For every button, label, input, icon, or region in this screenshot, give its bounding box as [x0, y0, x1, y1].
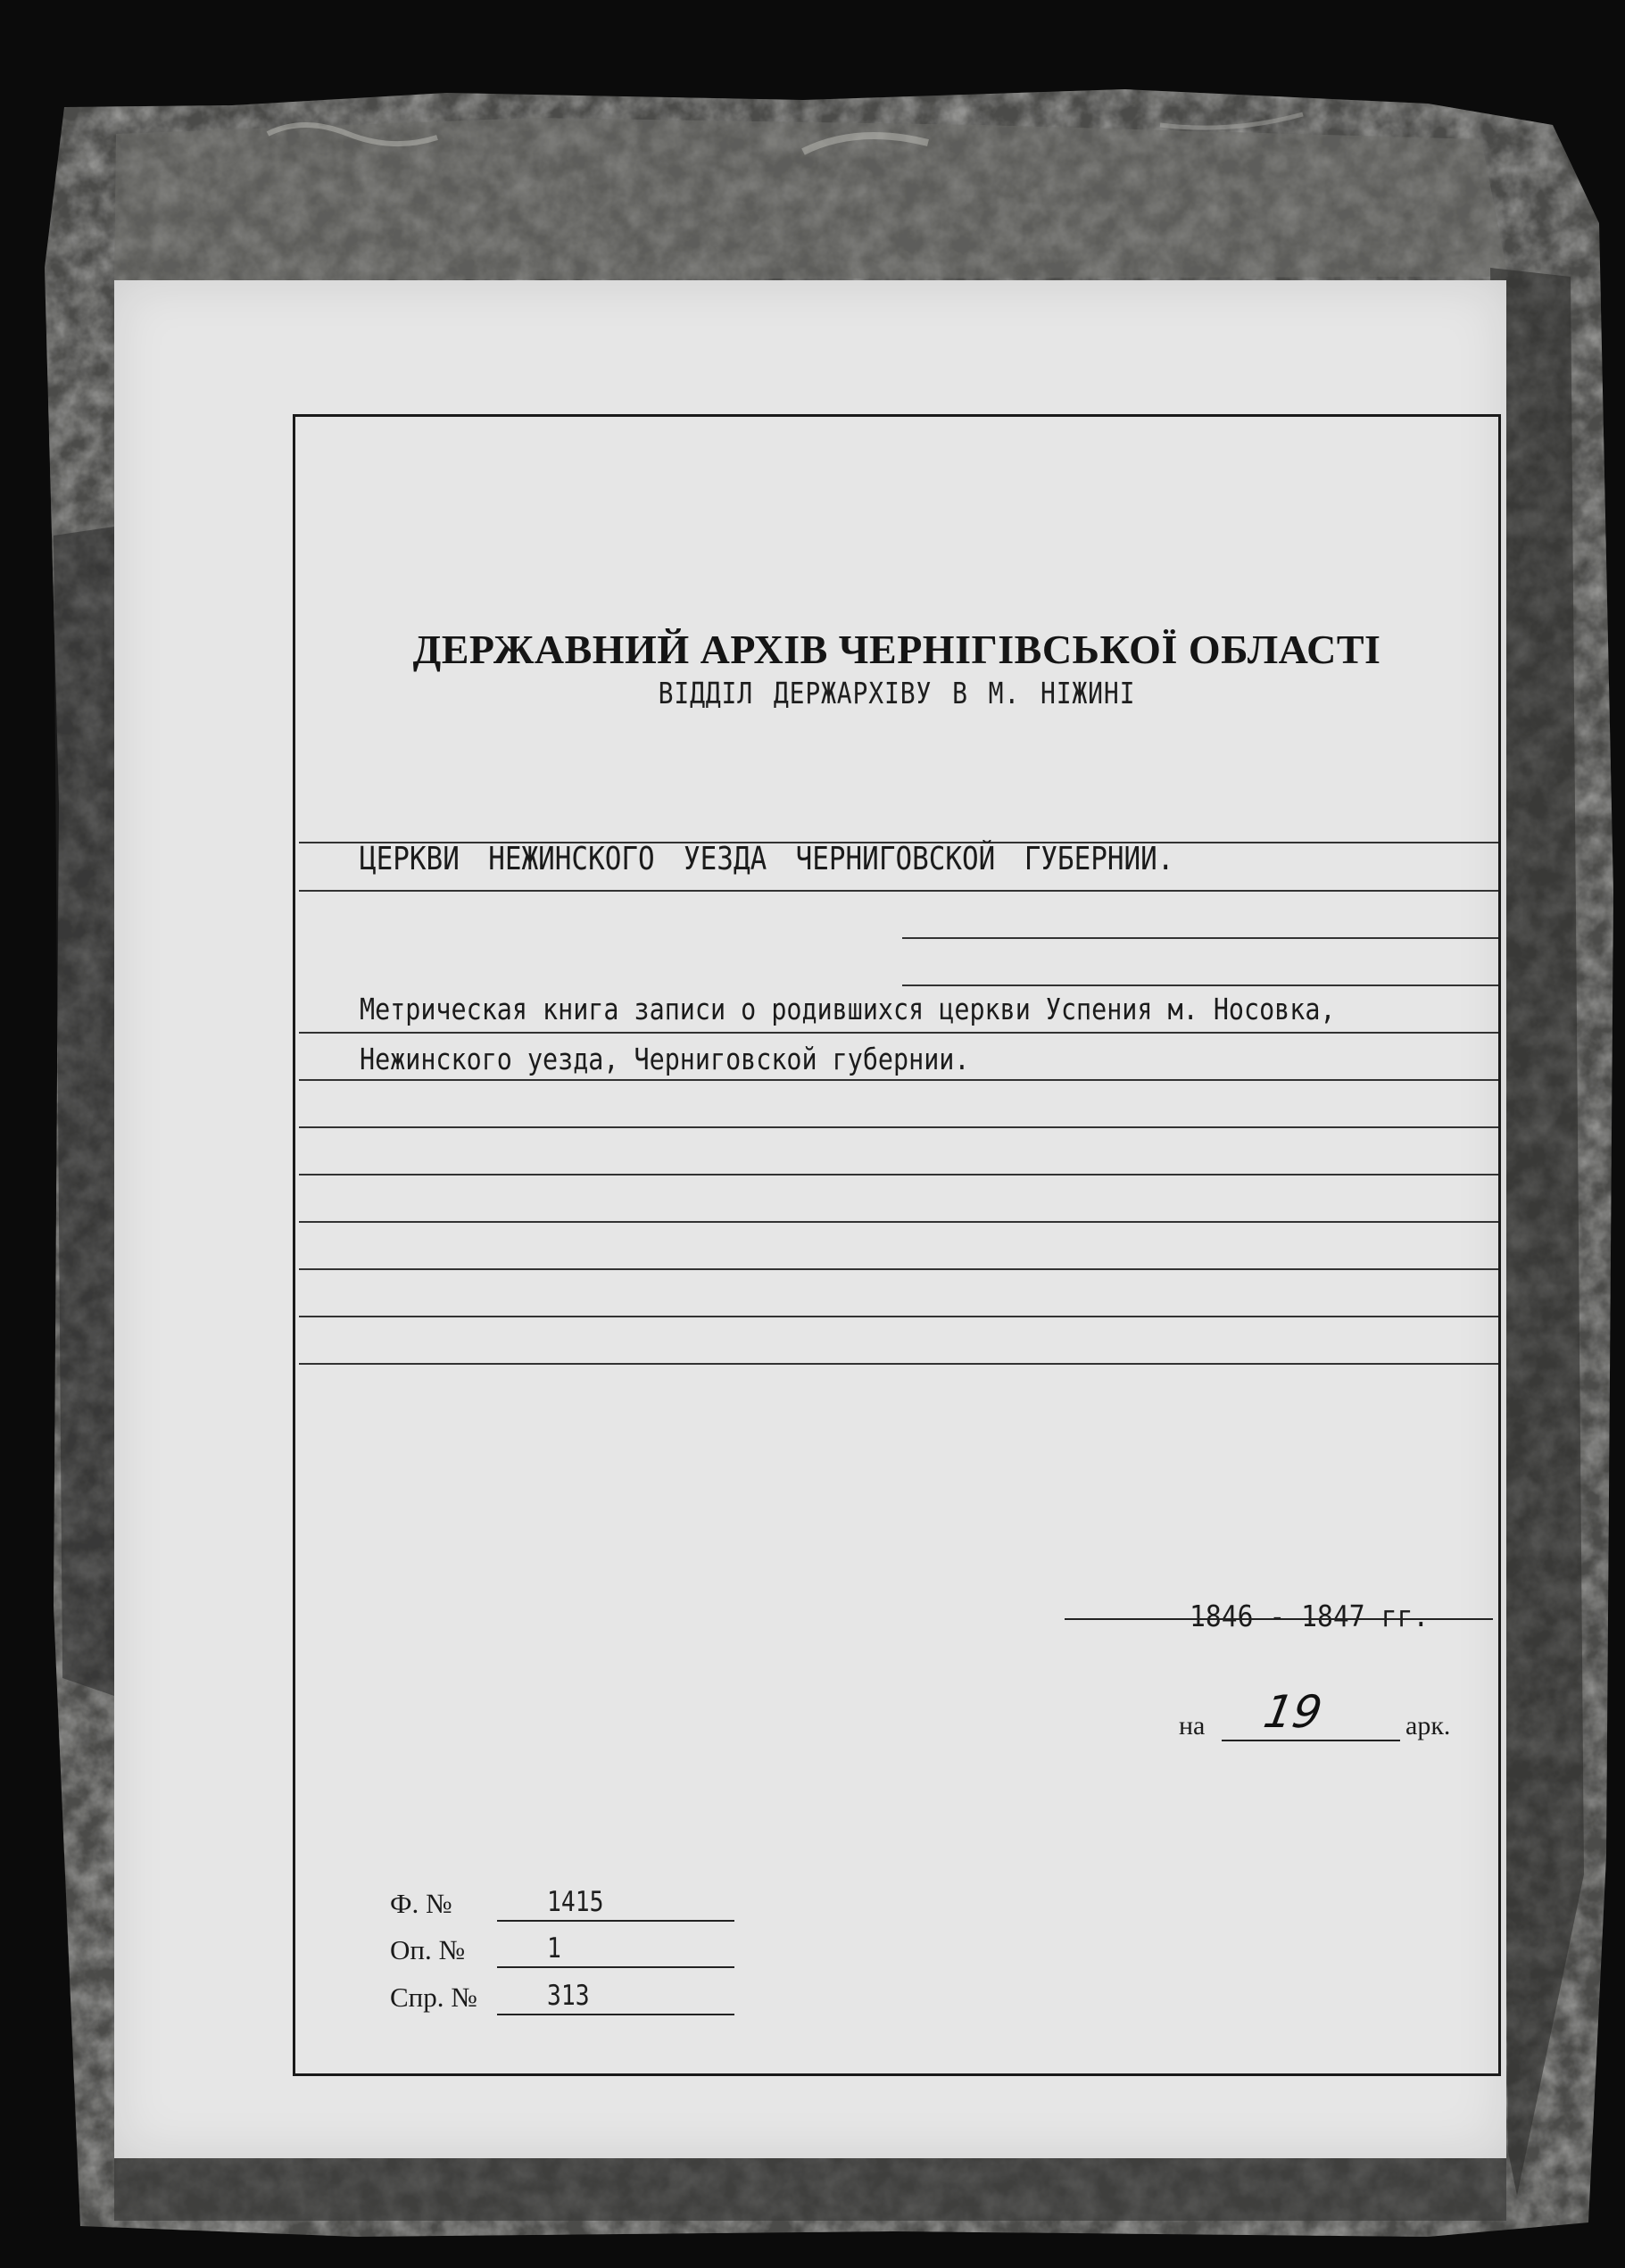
inventory-number: 1 — [547, 1932, 561, 1965]
sheets-suffix: арк. — [1405, 1711, 1451, 1740]
blank-rule — [299, 1316, 1498, 1317]
blank-rule — [902, 984, 1498, 986]
archive-title: ДЕРЖАВНИЙ АРХІВ ЧЕРНІГІВСЬКОЇ ОБЛАСТІ — [412, 627, 1381, 672]
sheets-count-handwritten: 19 — [1259, 1686, 1326, 1738]
fund-number-field — [390, 1881, 747, 1923]
case-label: Спр. № — [390, 1981, 477, 2013]
case-title-line-2: Нежинского уезда, Черниговской губернии. — [360, 1042, 970, 1076]
fund-title-rule-bottom — [299, 890, 1498, 892]
fund-title: ЦЕРКВИ НЕЖИНСКОГО УЕЗДА ЧЕРНИГОВСКОЙ ГУБЕРНИИ. — [360, 841, 1174, 877]
fund-number-line — [497, 1920, 734, 1922]
years-line — [1065, 1618, 1493, 1620]
cover-sheet — [114, 280, 1506, 2158]
case-title-line-1: Метрическая книга записи о родившихся церкви Успения м. Носовка, — [360, 992, 1336, 1026]
case-number: 313 — [547, 1980, 590, 2012]
blank-rule — [902, 937, 1498, 939]
years-field — [1065, 1599, 1493, 1638]
case-title-rule — [299, 1032, 1498, 1034]
case-title-rule — [299, 1079, 1498, 1081]
archive-department: ВІДДІЛ ДЕРЖАРХІВУ В М. НІЖИНІ — [658, 676, 1136, 710]
inventory-number-field — [390, 1927, 747, 1970]
years: 1846 - 1847 гг. — [1190, 1599, 1430, 1633]
case-number-field — [390, 1974, 747, 2017]
blank-rule — [299, 1268, 1498, 1270]
case-number-line — [497, 2014, 734, 2015]
blank-rule — [299, 1174, 1498, 1176]
blank-rule — [299, 1126, 1498, 1128]
fund-number: 1415 — [547, 1886, 604, 1918]
document-frame — [293, 414, 1501, 2076]
fund-label: Ф. № — [390, 1888, 452, 1919]
inventory-number-line — [497, 1966, 734, 1968]
blank-rule — [299, 1221, 1498, 1223]
inventory-label: Оп. № — [390, 1934, 466, 1965]
sheets-line — [1222, 1740, 1400, 1741]
sheets-prefix: на — [1179, 1711, 1206, 1740]
blank-rule — [299, 1363, 1498, 1365]
